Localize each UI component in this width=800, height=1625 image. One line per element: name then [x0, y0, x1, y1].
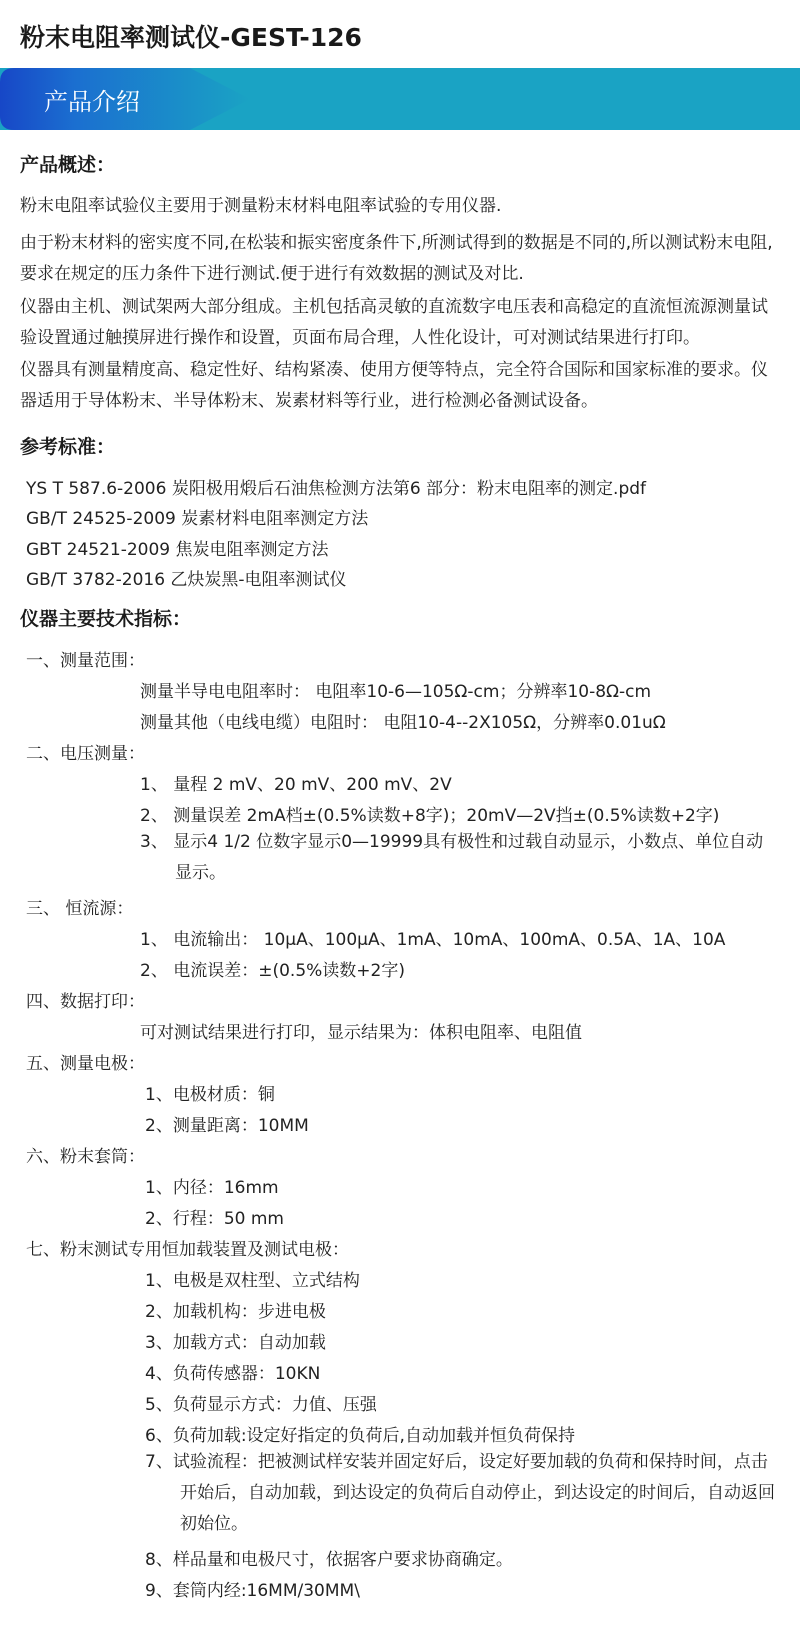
specs-heading: 仪器主要技术指标：: [20, 608, 192, 630]
spec-line: 1、 电流输出： 10μA、100μA、1mA、10mA、100mA、0.5A、1A、10A: [140, 930, 726, 950]
spec-line: 3、加载方式：自动加载: [145, 1333, 326, 1353]
spec-line: 可对测试结果进行打印，显示结果为：体积电阻率、电阻值: [140, 1023, 582, 1043]
spec-line: 1、电极是双柱型、立式结构: [145, 1271, 360, 1291]
spec-line: 1、电极材质：铜: [145, 1085, 275, 1105]
spec-section-title: 六、粉末套筒：: [26, 1147, 145, 1167]
standard-item: GB/T 24525-2009 炭素材料电阻率测定方法: [26, 509, 369, 529]
spec-line: 5、负荷显示方式：力值、压强: [145, 1395, 377, 1415]
standard-item: YS T 587.6-2006 炭阳极用煅后石油焦检测方法第6 部分：粉末电阻率的测定.pdf: [26, 479, 647, 499]
standard-item: GBT 24521-2009 焦炭电阻率测定方法: [26, 540, 329, 560]
spec-line: 4、负荷传感器：10KN: [145, 1364, 321, 1384]
spec-line: 1、 量程 2 mV、20 mV、200 mV、2V: [140, 775, 452, 795]
section-banner: [0, 68, 800, 130]
spec-section-title: 一、测量范围：: [26, 651, 145, 671]
overview-paragraph-1: 粉末电阻率试验仪主要用于测量粉末材料电阻率试验的专用仪器.: [20, 196, 502, 216]
overview-paragraph-3: 仪器由主机、测试架两大部分组成。主机包括高灵敏的直流数字电压表和高稳定的直流恒流源测量试验设置通过触摸屏进行操作和设置，页面布局合理，人性化设计，可对测试结果进行打印。: [20, 297, 768, 348]
spec-line: 2、 电流误差：±(0.5%读数+2字): [140, 961, 405, 981]
spec-line: 9、套筒内经:16MM/30MM\: [145, 1581, 360, 1601]
spec-section-title: 四、数据打印：: [26, 992, 145, 1012]
page-title: 粉末电阻率测试仪-GEST-126: [20, 23, 362, 52]
spec-line: 2、 测量误差 2mA档±(0.5%读数+8字)；20mV—2V挡±(0.5%读数+2字): [140, 806, 720, 826]
spec-section-title: 七、粉末测试专用恒加载装置及测试电极：: [26, 1240, 349, 1260]
spec-line: 3、 显示4 1/2 位数字显示0—19999具有极性和过载自动显示，小数点、单位自动显示。: [140, 832, 764, 883]
overview-paragraph-4: 仪器具有测量精度高、稳定性好、结构紧凑、使用方便等特点，完全符合国际和国家标准的要求。仪器适用于导体粉末、半导体粉末、炭素材料等行业，进行检测必备测试设备。: [20, 360, 768, 411]
spec-section-title: 三、 恒流源：: [26, 899, 134, 919]
spec-section-title: 二、电压测量：: [26, 744, 145, 764]
spec-line: 测量半导电电阻率时： 电阻率10-6—105Ω-cm；分辨率10-8Ω-cm: [140, 682, 652, 702]
overview-paragraph-2: 由于粉末材料的密实度不同,在松装和振实密度条件下,所测试得到的数据是不同的,所以测试粉末电阻,要求在规定的压力条件下进行测试.便于进行有效数据的测试及对比.: [20, 233, 773, 284]
overview-heading: 产品概述：: [20, 154, 116, 176]
spec-line: 7、试验流程：把被测试样安装并固定好后，设定好要加载的负荷和保持时间，点击开始后，自动加载，到达设定的负荷后自动停止，到达设定的时间后，自动返回初始位。: [145, 1452, 775, 1534]
spec-line: 1、内径：16mm: [145, 1178, 279, 1198]
standards-heading: 参考标准：: [20, 436, 116, 458]
spec-line: 测量其他（电线电缆）电阻时： 电阻10-4--2X105Ω，分辨率0.01uΩ: [140, 713, 666, 733]
spec-section-title: 五、测量电极：: [26, 1054, 145, 1074]
spec-line: 8、样品量和电极尺寸，依据客户要求协商确定。: [145, 1550, 513, 1570]
banner-label: 产品介绍: [44, 88, 140, 116]
standard-item: GB/T 3782-2016 乙炔炭黑-电阻率测试仪: [26, 570, 347, 590]
spec-line: 6、负荷加载:设定好指定的负荷后,自动加载并恒负荷保持: [145, 1426, 575, 1446]
spec-line: 2、行程：50 mm: [145, 1209, 284, 1229]
spec-line: 2、测量距离：10MM: [145, 1116, 309, 1136]
spec-line: 2、加载机构：步进电极: [145, 1302, 326, 1322]
